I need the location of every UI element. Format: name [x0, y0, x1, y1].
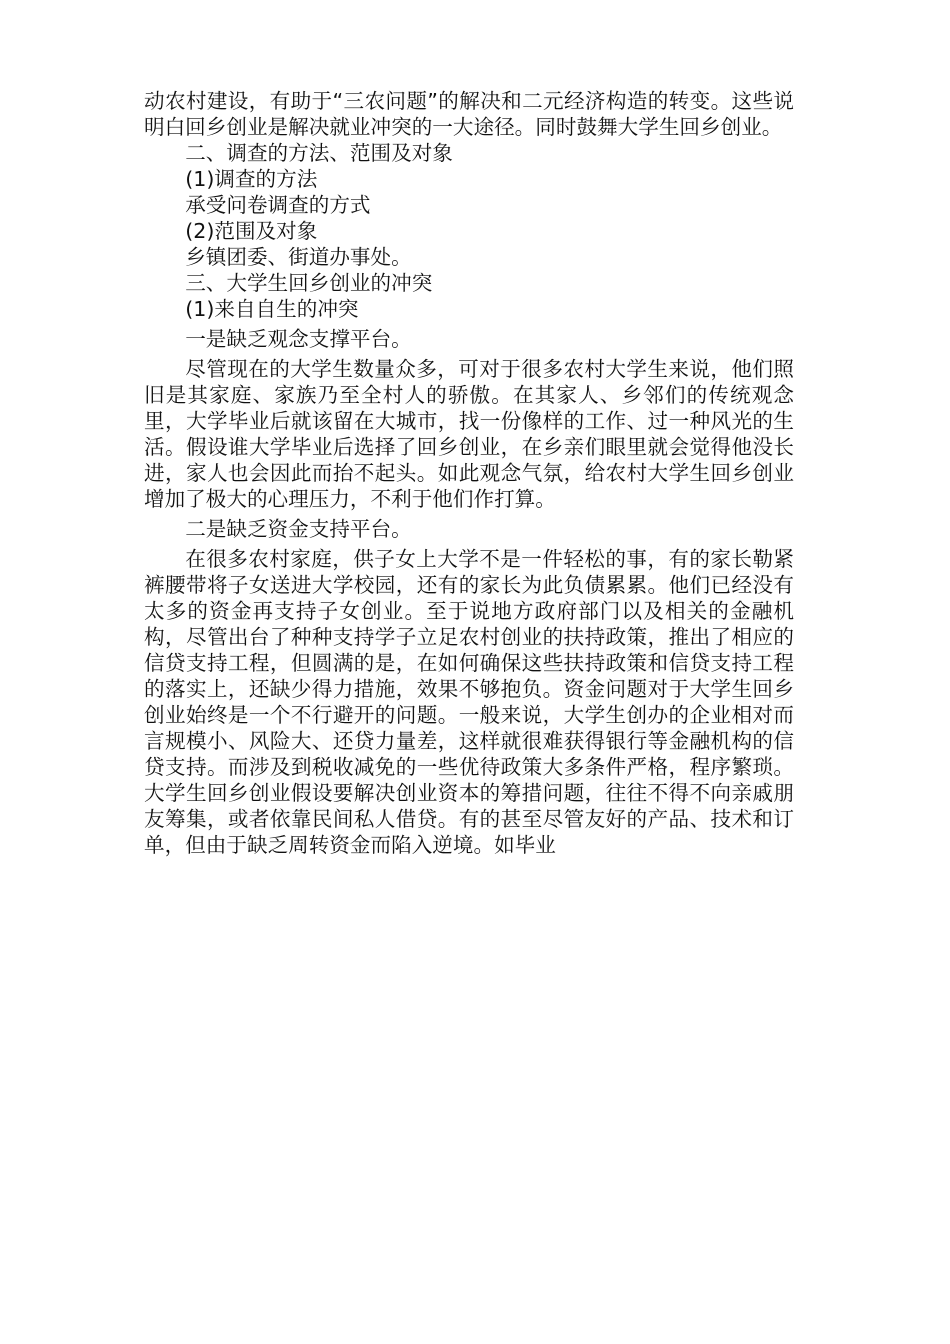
- paragraph-survey-method: 承受问卷调查的方式: [185, 193, 371, 217]
- paragraph-intro-continued: 动农村建设，有助于“三农问题”的解决和二元经济构造的转变。这些说明白回乡创业是解决就业冲突的一大途径。同时鼓舞大学生回乡创业。: [144, 89, 794, 139]
- heading-concept-platform: 一是缺乏观念支撑平台。: [185, 327, 412, 351]
- heading-funding-platform: 二是缺乏资金支持平台。: [185, 517, 412, 541]
- heading-survey-method: (1)调查的方法: [185, 167, 318, 191]
- paragraph-concept-platform: 尽管现在的大学生数量众多，可对于很多农村大学生来说，他们照旧是其家庭、家族乃至全村人的骄傲。在其家人、乡邻们的传统观念里，大学毕业后就该留在大城市，找一份像样的工作、过一种风光的生活。假设谁大学毕业后选择了回乡创业，在乡亲们眼里就会觉得他没长进，家人也会因此而抬不起头。如此观念气氛，给农村大学生回乡创业增加了极大的心理压力，不利于他们作打算。: [144, 357, 794, 511]
- heading-section-2: 二、调查的方法、范围及对象: [185, 141, 453, 165]
- heading-scope: (2)范围及对象: [185, 219, 318, 243]
- paragraph-scope: 乡镇团委、街道办事处。: [185, 245, 412, 269]
- paragraph-funding-platform: 在很多农村家庭，供子女上大学不是一件轻松的事，有的家长勒紧裤腰带将子女送进大学校园，还有的家长为此负债累累。他们已经没有太多的资金再支持子女创业。至于说地方政府部门以及相关的金融机构，尽管出台了种种支持学子立足农村创业的扶持政策，推出了相应的信贷支持工程，但圆满的是，在如何确保这些扶持政策和信贷支持工程的落实上，还缺少得力措施，效果不够抱负。资金问题对于大学生回乡创业始终是一个不行避开的问题。一般来说，大学生创办的企业相对而言规模小、风险大、还贷力量差，这样就很难获得银行等金融机构的信贷支持。而涉及到税收减免的一些优待政策大多条件严格，程序繁琐。大学生回乡创业假设要解决创业资本的筹措问题，往往不得不向亲戚朋友筹集，或者依靠民间私人借贷。有的甚至尽管友好的产品、技术和订单，但由于缺乏周转资金而陷入逆境。如毕业: [144, 547, 794, 857]
- document-body: [144, 88, 794, 858]
- heading-self-conflict: (1)来自自生的冲突: [185, 297, 359, 321]
- heading-section-3: 三、大学生回乡创业的冲突: [185, 271, 433, 295]
